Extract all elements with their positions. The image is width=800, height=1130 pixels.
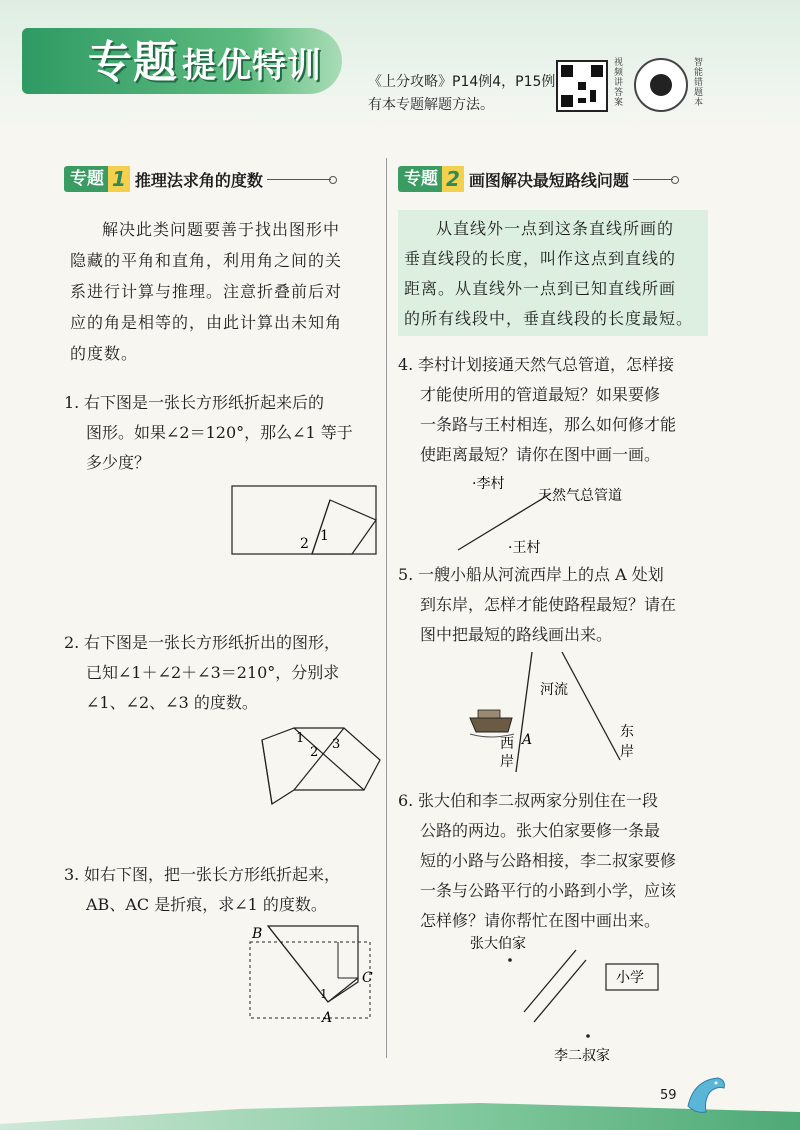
school-label: 小学 bbox=[616, 970, 644, 986]
figure-1 bbox=[226, 480, 386, 560]
angle-label: 1 bbox=[296, 731, 305, 746]
problem-line: 公路的两边。张大伯家要修一条最 bbox=[420, 821, 661, 840]
problem-number: 4. bbox=[398, 355, 414, 374]
section1-tag bbox=[64, 166, 331, 192]
problem-4 bbox=[398, 350, 718, 470]
problem-line: AB、AC 是折痕，求∠1 的度数。 bbox=[86, 895, 327, 914]
figure-3 bbox=[238, 918, 384, 1032]
problem-line: 李村计划接通天然气总管道，怎样接 bbox=[418, 355, 675, 374]
problem-line: 怎样修？请你帮忙在图中画出来。 bbox=[420, 911, 661, 930]
problem-line: 短的小路与公路相接，李二叔家要修 bbox=[420, 851, 677, 870]
section2-intro bbox=[404, 214, 706, 334]
problem-line: 张大伯和李二叔两家分别住在一段 bbox=[418, 791, 659, 810]
point-label: A bbox=[322, 1010, 333, 1026]
problem-line: 一艘小船从河流西岸上的点 A 处划 bbox=[418, 565, 664, 584]
problem-line: 才能使所用的管道最短？如果要修 bbox=[420, 385, 661, 404]
point-label: ·王村 bbox=[508, 540, 541, 556]
boat-icon bbox=[470, 710, 514, 737]
east-bank bbox=[562, 652, 620, 760]
problem-1 bbox=[64, 388, 384, 478]
section1-tag-label: 专题 bbox=[64, 166, 108, 192]
section1-tag-number: 1 bbox=[108, 166, 130, 192]
problem-line: 一条路与王村相连，那么如何修才能 bbox=[420, 415, 677, 434]
edge bbox=[262, 740, 272, 804]
qr2-label: 智能错题本 bbox=[694, 58, 704, 108]
zhang-house-label: 张大伯家 bbox=[470, 936, 526, 952]
problem-number: 1. bbox=[64, 393, 80, 412]
section2-tag bbox=[398, 166, 673, 192]
angle-label: 1 bbox=[320, 528, 329, 544]
section1-intro-line: 隐藏的平角和直角，利用角之间的关 bbox=[70, 251, 343, 270]
problem-line: 到东岸，怎样才能使路程最短？请在 bbox=[420, 595, 677, 614]
angle-label: 2 bbox=[300, 536, 309, 552]
qr-code-video[interactable] bbox=[556, 60, 608, 112]
figure-2 bbox=[254, 720, 384, 820]
angle-label: 1 bbox=[320, 987, 328, 1001]
zhang-house-point bbox=[508, 958, 512, 962]
problem-number: 5. bbox=[398, 565, 414, 584]
problem-line: 右下图是一张长方形纸折起来后的 bbox=[84, 393, 325, 412]
column-divider bbox=[386, 158, 387, 1058]
section2-tag-label: 专题 bbox=[398, 166, 442, 192]
problem-number: 2. bbox=[64, 633, 80, 652]
folded-part-top bbox=[268, 926, 358, 1002]
river-label: 河流 bbox=[540, 682, 568, 698]
li-house-label: 李二叔家 bbox=[554, 1048, 610, 1064]
problem-6 bbox=[398, 786, 718, 936]
fold-line bbox=[294, 728, 364, 790]
problem-line: 已知∠1＋∠2＋∠3＝210°，分别求 bbox=[86, 663, 340, 682]
problem-2 bbox=[64, 628, 384, 718]
title-part2: 提优特训 bbox=[182, 46, 322, 86]
problem-line: 右下图是一张长方形纸折出的图形， bbox=[84, 633, 341, 652]
fold-ab bbox=[268, 926, 328, 1002]
angle-label: 2 bbox=[310, 745, 319, 760]
li-house-point bbox=[586, 1034, 590, 1038]
section2-tag-number: 2 bbox=[442, 166, 464, 192]
problem-line: 一条与公路平行的小路到小学，应该 bbox=[420, 881, 677, 900]
problem-line: 多少度？ bbox=[86, 453, 151, 472]
figure-4 bbox=[450, 470, 670, 560]
section2-rule bbox=[633, 179, 673, 180]
section1-intro-line: 解决此类问题要善于找出图形中 bbox=[102, 220, 341, 239]
qr1-label: 视频讲答案 bbox=[614, 58, 624, 108]
point-label: B bbox=[252, 926, 263, 942]
section2-intro-line: 距离。从直线外一点到已知直线所画 bbox=[404, 279, 677, 298]
west-bank bbox=[516, 652, 532, 772]
west-bank-label: 西 bbox=[500, 736, 514, 752]
section1-intro-line: 应的角是相等的，由此计算出未知角 bbox=[70, 313, 343, 332]
section2-intro-line: 垂直线段的长度，叫作这点到直线的 bbox=[404, 249, 677, 268]
angle-label: 3 bbox=[332, 737, 341, 752]
section1-intro-line: 的度数。 bbox=[70, 344, 139, 363]
folded-paper bbox=[262, 728, 380, 804]
problem-number: 3. bbox=[64, 865, 80, 884]
fold-ac bbox=[328, 978, 358, 1002]
west-bank-label: 岸 bbox=[500, 754, 514, 770]
point-label: ·李村 bbox=[472, 476, 505, 492]
section1-rule bbox=[267, 179, 331, 180]
problem-line: 图形。如果∠2＝120°，那么∠1 等于 bbox=[86, 423, 353, 442]
section2-intro-line: 从直线外一点到这条直线所画的 bbox=[436, 219, 675, 238]
east-bank-label: 东 bbox=[620, 724, 634, 740]
problem-3 bbox=[64, 860, 384, 920]
east-bank-label: 岸 bbox=[620, 744, 634, 760]
point-label: C bbox=[362, 970, 373, 986]
dolphin-icon bbox=[680, 1070, 730, 1120]
figure-6 bbox=[460, 930, 700, 1070]
point-a-label: A bbox=[522, 732, 533, 748]
problem-line: ∠1、∠2、∠3 的度数。 bbox=[86, 693, 258, 712]
section2-intro-line: 的所有线段中，垂直线段的长度最短。 bbox=[404, 309, 694, 328]
problem-5 bbox=[398, 560, 718, 650]
banner-title bbox=[88, 26, 322, 90]
section2-title: 画图解决最短路线问题 bbox=[468, 170, 629, 190]
reference-line1: 《上分攻略》P14例4，P15例 bbox=[368, 74, 556, 90]
problem-line: 如右下图，把一张长方形纸折起来， bbox=[84, 865, 341, 884]
section1-title: 推理法求角的度数 bbox=[134, 170, 263, 190]
reference-line2: 有本专题解题方法。 bbox=[368, 97, 494, 113]
figure-5 bbox=[464, 648, 654, 778]
problem-line: 图中把最短的路线画出来。 bbox=[420, 625, 613, 644]
line-label: 天然气总管道 bbox=[538, 488, 622, 504]
problem-number: 6. bbox=[398, 791, 414, 810]
section1-intro bbox=[70, 214, 380, 369]
section1-intro-line: 系进行计算与推理。注意折叠前后对 bbox=[70, 282, 343, 301]
title-part1: 专题 bbox=[88, 37, 178, 88]
qr-code-mistakes[interactable] bbox=[634, 58, 688, 112]
page-number: 59 bbox=[660, 1088, 677, 1103]
problem-line: 使距离最短？请你在图中画一画。 bbox=[420, 445, 661, 464]
